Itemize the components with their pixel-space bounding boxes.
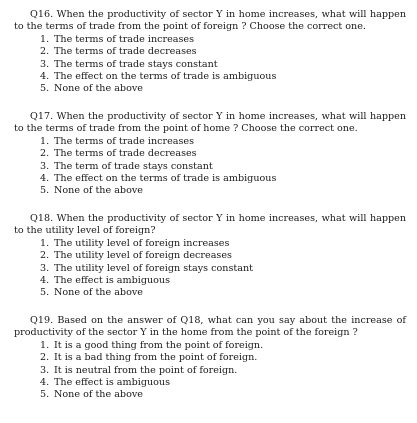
answer-option [40, 275, 406, 287]
question-17 [14, 111, 406, 198]
option-text: The effect is ambiguous [54, 275, 171, 287]
question-text: Q16. When the productivity of sector Y in home increases, what will happen to the terms of trade from the point of foreign ? Choose the correct one. [14, 9, 406, 33]
question-text: Q18. When the productivity of sector Y in home increases, what will happen to the utility level of foreign? [14, 213, 406, 237]
answer-options [14, 238, 406, 300]
option-text: It is a good thing from the point of foreign. [54, 339, 264, 351]
option-text: The effect is ambiguous [54, 377, 171, 389]
answer-option [40, 148, 406, 160]
option-text: The terms of trade increases [54, 33, 195, 45]
answer-option [40, 340, 406, 352]
answer-option [40, 389, 406, 401]
question-text: Q17. When the productivity of sector Y in home increases, what will happen to the terms of trade from the point of home ? Choose the correct one. [14, 111, 406, 135]
answer-option [40, 263, 406, 275]
option-text: None of the above [54, 389, 143, 401]
option-text: The terms of trade stays constant [54, 58, 218, 70]
option-text: The term of trade stays constant [54, 160, 213, 172]
option-text: The utility level of foreign increases [54, 237, 230, 249]
option-number: 5. [40, 185, 50, 197]
question-16 [14, 9, 406, 96]
option-number: 1. [40, 33, 50, 45]
option-text: It is a bad thing from the point of foreign. [54, 352, 258, 364]
option-number: 4. [40, 71, 50, 83]
option-number: 3. [40, 160, 50, 172]
option-number: 3. [40, 364, 50, 376]
answer-option [40, 59, 406, 71]
answer-option [40, 83, 406, 95]
answer-option [40, 136, 406, 148]
answer-option [40, 238, 406, 250]
option-number: 4. [40, 173, 50, 185]
answer-option [40, 365, 406, 377]
option-text: None of the above [54, 83, 143, 95]
answer-options [14, 340, 406, 402]
answer-option [40, 352, 406, 364]
option-number: 3. [40, 262, 50, 274]
answer-options [14, 136, 406, 198]
question-18 [14, 213, 406, 300]
answer-option [40, 377, 406, 389]
answer-option [40, 71, 406, 83]
option-text: The effect on the terms of trade is ambiguous [54, 71, 277, 83]
option-number: 3. [40, 58, 50, 70]
option-number: 2. [40, 352, 50, 364]
option-number: 5. [40, 83, 50, 95]
answer-options [14, 34, 406, 96]
option-number: 1. [40, 135, 50, 147]
answer-option [40, 173, 406, 185]
option-number: 5. [40, 389, 50, 401]
answer-option [40, 185, 406, 197]
option-text: The terms of trade decreases [54, 46, 197, 58]
answer-option [40, 161, 406, 173]
option-number: 1. [40, 339, 50, 351]
answer-option [40, 46, 406, 58]
answer-option [40, 34, 406, 46]
option-text: None of the above [54, 185, 143, 197]
option-text: The utility level of foreign stays constant [54, 262, 253, 274]
option-number: 2. [40, 46, 50, 58]
option-number: 1. [40, 237, 50, 249]
question-text: Q19. Based on the answer of Q18, what can you say about the increase of productivity of the sector Y in the home from the point of the foreign ? [14, 315, 406, 339]
option-number: 4. [40, 275, 50, 287]
option-text: The terms of trade decreases [54, 148, 197, 160]
option-number: 4. [40, 377, 50, 389]
option-number: 5. [40, 287, 50, 299]
option-text: None of the above [54, 287, 143, 299]
option-number: 2. [40, 148, 50, 160]
answer-option [40, 287, 406, 299]
option-text: The utility level of foreign decreases [54, 250, 232, 262]
question-19 [14, 315, 406, 402]
option-text: The effect on the terms of trade is ambiguous [54, 173, 277, 185]
option-text: The terms of trade increases [54, 135, 195, 147]
option-number: 2. [40, 250, 50, 262]
option-text: It is neutral from the point of foreign. [54, 364, 238, 376]
answer-option [40, 250, 406, 262]
